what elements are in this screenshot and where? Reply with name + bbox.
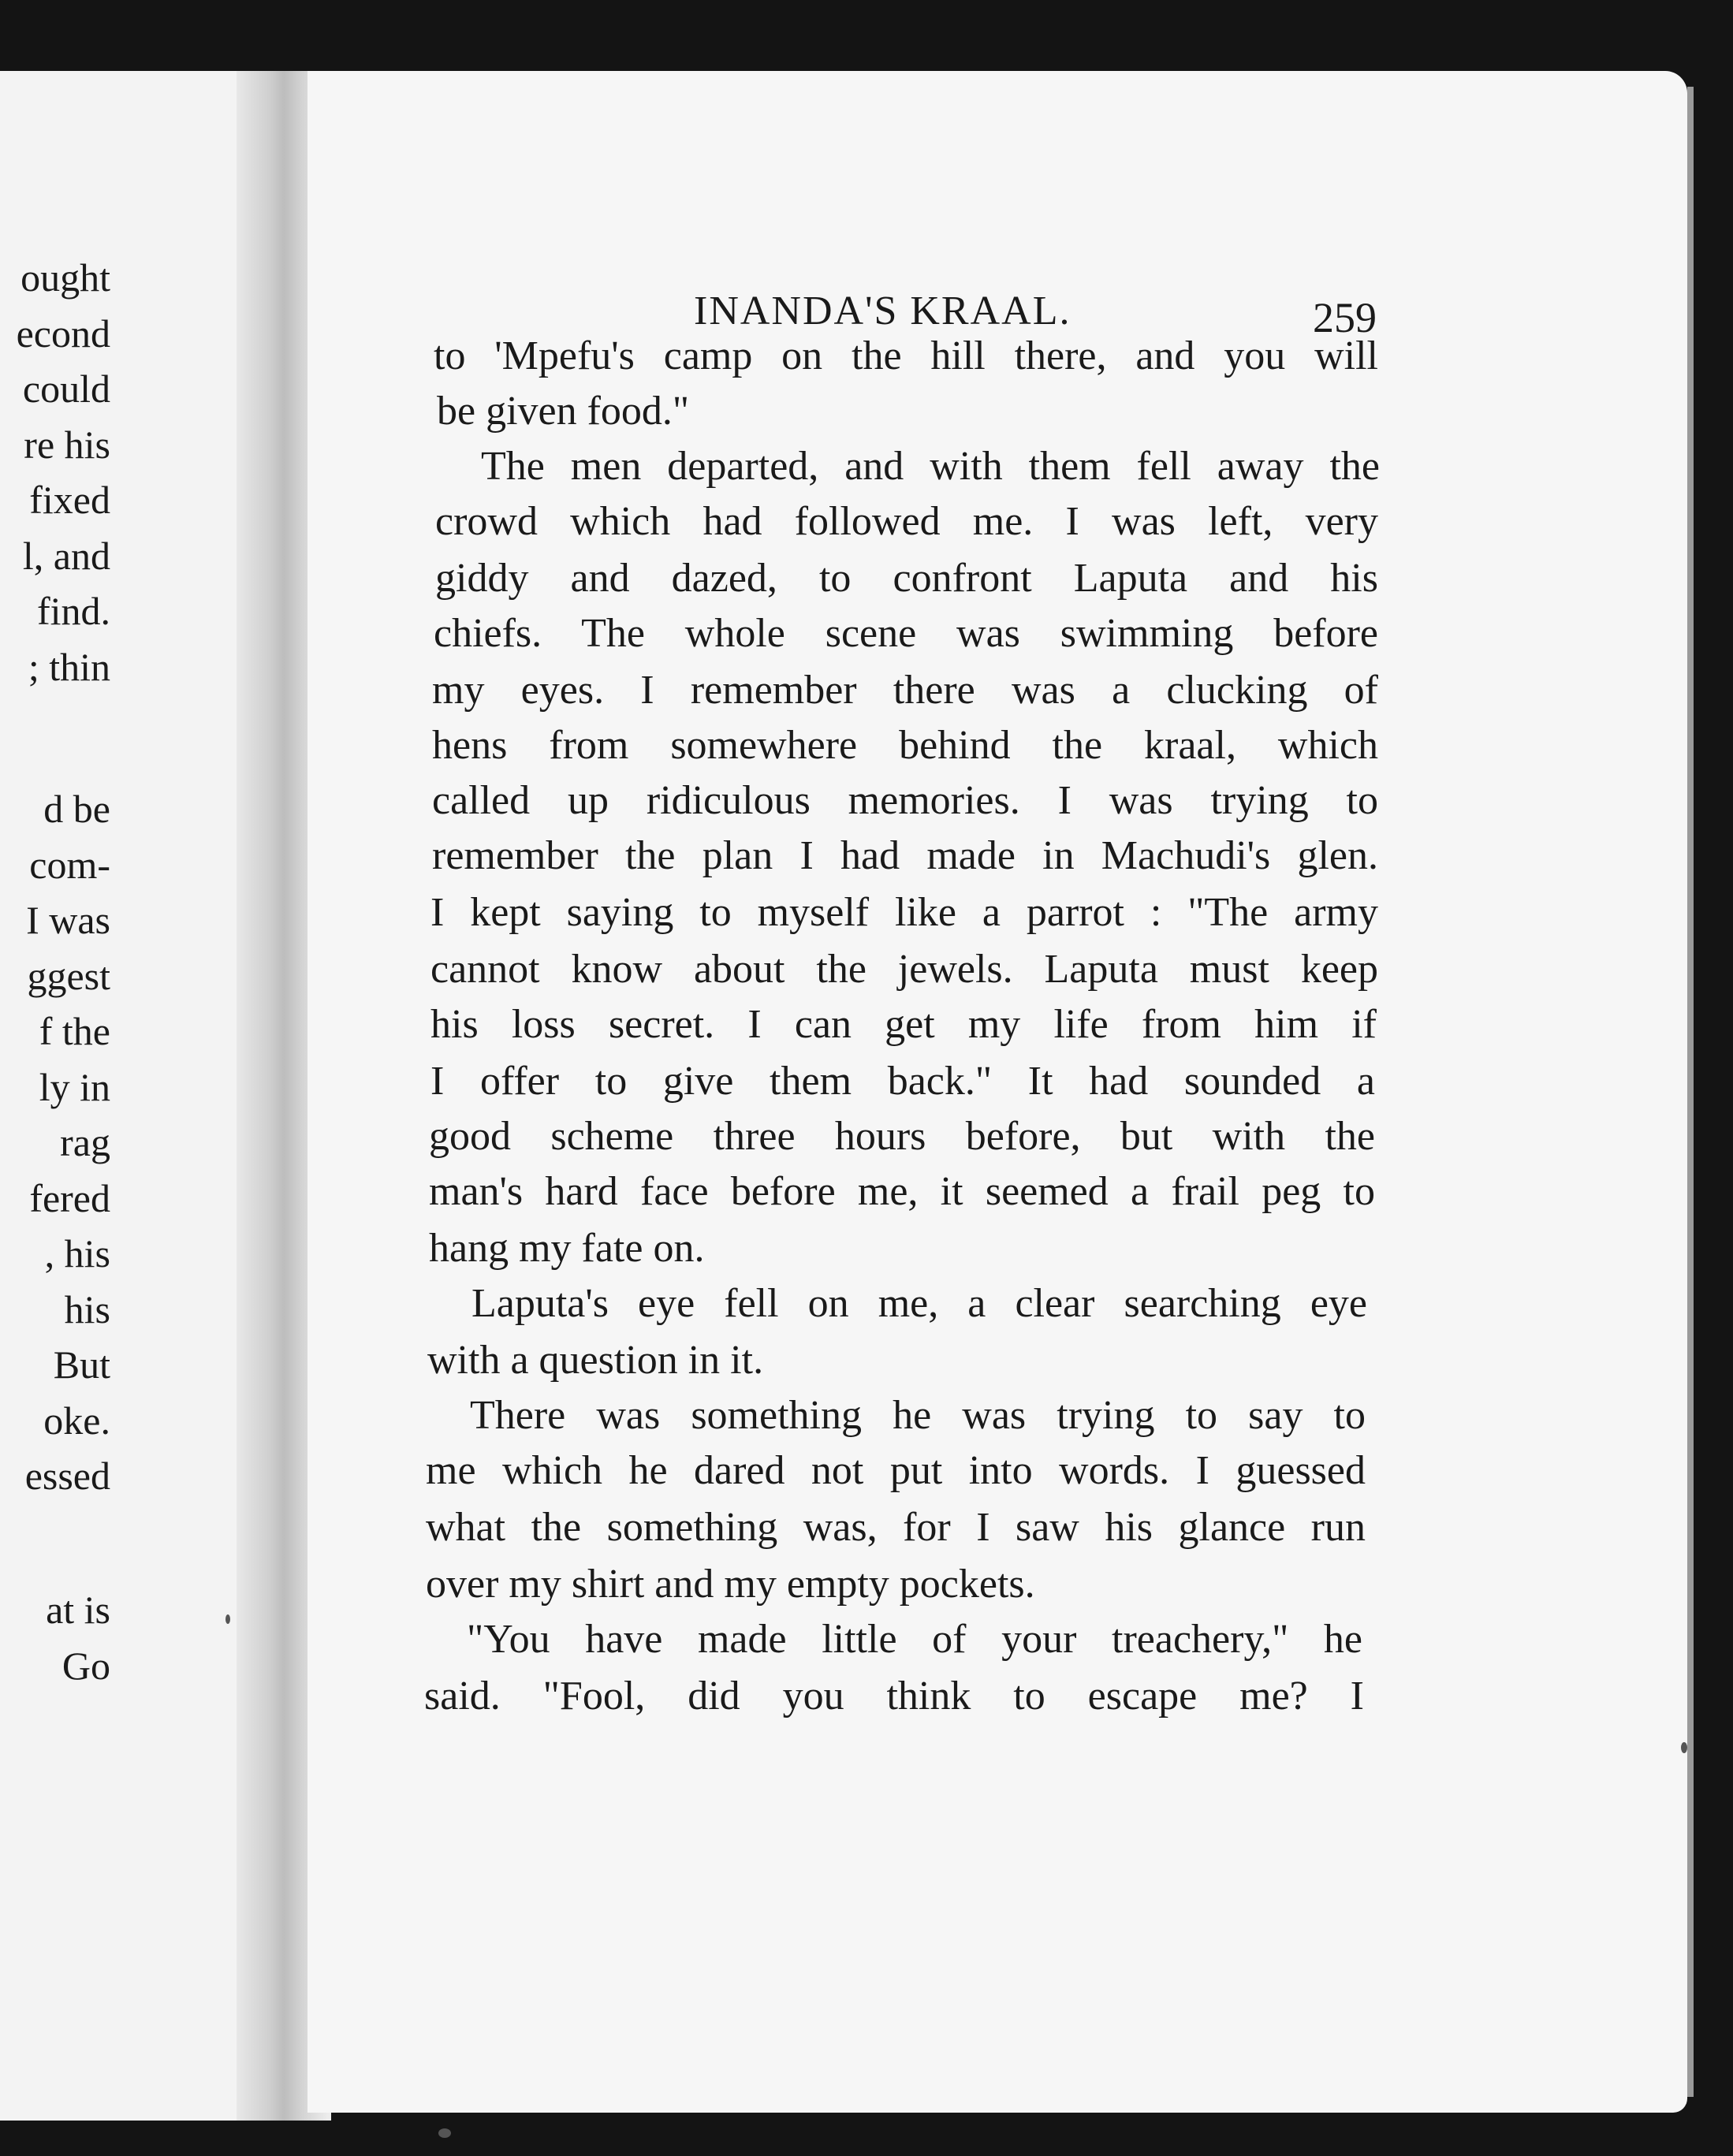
facing-page-line: re his xyxy=(24,423,110,467)
text-line: man's hard face before me, it seemed a frail peg to xyxy=(429,1169,1375,1214)
facing-page-line: d be xyxy=(43,787,110,831)
text-line: remember the plan I had made in Machudi's glen. xyxy=(432,833,1378,878)
text-line: I kept saying to myself like a parrot : "The army xyxy=(430,890,1378,935)
running-head: INANDA'S KRAAL. xyxy=(694,289,1071,333)
text-line: I offer to give them back." It had sounded a xyxy=(430,1059,1375,1104)
text-line: called up ridiculous memories. I was trying to xyxy=(432,778,1378,823)
text-line: with a question in it. xyxy=(427,1338,764,1383)
text-line: me which he dared not put into words. I guessed xyxy=(426,1448,1366,1493)
facing-page-line: com- xyxy=(29,843,110,887)
facing-page xyxy=(0,71,268,2121)
text-line: his loss secret. I can get my life from him if xyxy=(430,1002,1377,1047)
facing-page-line: oke. xyxy=(43,1398,110,1443)
text-line: my eyes. I remember there was a clucking of xyxy=(432,668,1378,713)
facing-page-line: l, and xyxy=(22,534,110,578)
text-line: said. "Fool, did you think to escape me? I xyxy=(424,1674,1364,1718)
facing-page-line: But xyxy=(53,1342,110,1387)
facing-page-line: could xyxy=(22,367,110,411)
text-line: what the something was, for I saw his glance run xyxy=(426,1505,1366,1550)
text-line: giddy and dazed, to confront Laputa and his xyxy=(435,556,1378,601)
text-line: chiefs. The whole scene was swimming before xyxy=(434,611,1378,656)
facing-page-line: ought xyxy=(20,255,110,300)
text-line: Laputa's eye fell on me, a clear searching eye xyxy=(471,1281,1367,1326)
scan-speck xyxy=(438,2128,451,2138)
facing-page-line: fered xyxy=(29,1176,110,1220)
facing-page-line: econd xyxy=(16,311,110,356)
text-line: be given food." xyxy=(437,389,690,434)
facing-page-line: Go xyxy=(61,1644,110,1688)
facing-page-line: find. xyxy=(36,589,110,633)
text-line: cannot know about the jewels. Laputa must keep xyxy=(430,947,1378,992)
text-line: There was something he was trying to say to xyxy=(470,1393,1366,1438)
facing-page-line: at is xyxy=(46,1588,110,1632)
text-line: hens from somewhere behind the kraal, which xyxy=(432,723,1378,768)
page-edge xyxy=(1687,87,1694,2097)
facing-page-line: ; thin xyxy=(28,645,110,689)
text-line: crowd which had followed me. I was left, very xyxy=(435,499,1378,544)
facing-page-line: I was xyxy=(26,898,110,942)
text-line: The men departed, and with them fell away the xyxy=(481,444,1380,489)
page-number: 259 xyxy=(1313,294,1377,341)
text-line: good scheme three hours before, but with the xyxy=(429,1114,1375,1159)
text-line: hang my fate on. xyxy=(429,1226,705,1271)
text-line: to 'Mpefu's camp on the hill there, and you will xyxy=(434,333,1378,378)
text-line: "You have made little of your treachery," he xyxy=(467,1617,1362,1662)
facing-page-line: , his xyxy=(44,1231,110,1275)
scan-speck xyxy=(1681,1742,1687,1753)
facing-page-line: ly in xyxy=(39,1065,110,1109)
facing-page-line: f the xyxy=(39,1009,110,1053)
facing-page-line: his xyxy=(64,1287,110,1331)
facing-page-line: fixed xyxy=(29,478,110,522)
facing-page-line: rag xyxy=(60,1120,110,1164)
facing-page-line: ggest xyxy=(27,954,110,998)
facing-page-line: essed xyxy=(24,1454,110,1498)
scan-speck xyxy=(225,1614,230,1624)
text-line: over my shirt and my empty pockets. xyxy=(426,1562,1035,1607)
